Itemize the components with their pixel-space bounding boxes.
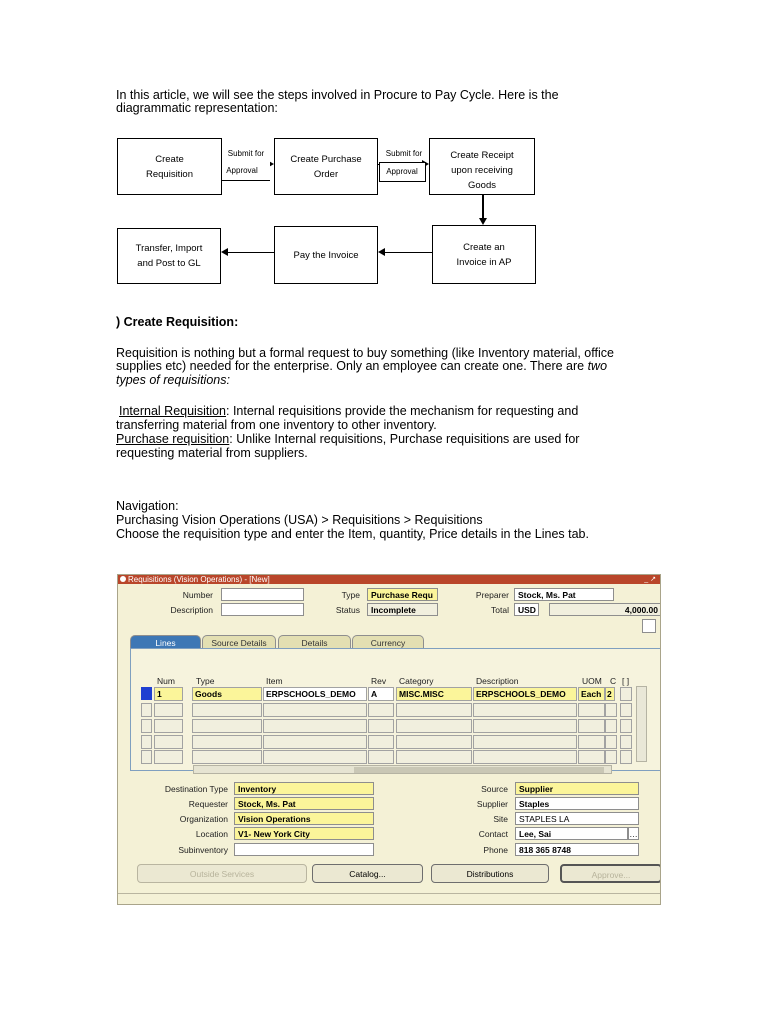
subinventory-field[interactable] <box>234 843 374 856</box>
col-uom: UOM <box>582 676 602 686</box>
row5-category[interactable] <box>396 750 472 764</box>
phone-label: Phone <box>483 845 508 855</box>
nav-path: Purchasing Vision Operations (USA) > Requisitions > Requisitions <box>116 513 483 527</box>
diagram-box-create-po <box>274 138 378 195</box>
internal-req-desc: : Internal requisitions provide the mechanism for requesting and <box>226 404 579 418</box>
preparer-label: Preparer <box>475 590 509 600</box>
internal-req-line-1 <box>119 404 578 418</box>
box4-line1: Create an <box>463 241 505 253</box>
box3-line1: Create Receipt <box>450 150 514 161</box>
site-field[interactable]: STAPLES LA <box>515 812 639 825</box>
col-type: Type <box>196 676 215 686</box>
tab-source-details[interactable]: Source Details <box>202 635 276 649</box>
row5-flex[interactable] <box>620 750 632 764</box>
row2-description[interactable] <box>473 703 577 717</box>
location-label: Location <box>195 829 228 839</box>
p1-line-2-text: supplies etc) needed for the enterprise. Only an employee can create one. There are <box>116 359 588 373</box>
row5-num[interactable] <box>154 750 183 764</box>
vertical-scrollbar[interactable] <box>636 686 647 762</box>
row3-type[interactable] <box>192 719 262 733</box>
bottom-separator <box>118 893 660 894</box>
label-b-line2: Approval <box>386 167 418 176</box>
contact-lov-button[interactable]: … <box>629 829 638 839</box>
row2-rev[interactable] <box>368 703 394 717</box>
p1-line-1: Requisition is nothing but a formal request to buy something (like Inventory material, office <box>116 346 614 360</box>
col-c: C <box>610 676 617 686</box>
p1-line-2 <box>116 359 607 373</box>
requester-label: Requester <box>188 799 228 809</box>
type-label: Type <box>341 590 360 600</box>
status-field: Incomplete <box>367 603 438 616</box>
p1-line-2-italic: two <box>587 359 608 373</box>
arrow-5-6 <box>221 248 228 256</box>
row4-flex[interactable] <box>620 735 632 749</box>
box4-line2: Invoice in AP <box>456 256 512 268</box>
box3-line3: Goods <box>468 180 496 191</box>
diagram-box-create-invoice <box>432 225 536 284</box>
label-a-line1: Submit for <box>227 149 265 158</box>
row4-selector[interactable] <box>141 735 152 749</box>
supplier-label: Supplier <box>476 799 508 809</box>
form-title-bar <box>118 575 660 584</box>
dest-type-field[interactable]: Inventory <box>234 782 374 795</box>
header-flex-field[interactable] <box>642 619 656 633</box>
type-field[interactable]: Purchase Requ <box>367 588 438 601</box>
diagram-box-create-requisition <box>117 138 222 195</box>
contact-field[interactable]: Lee, Sai <box>515 827 628 840</box>
number-label: Number <box>182 590 213 600</box>
site-label: Site <box>493 814 508 824</box>
box6-line1: Transfer, Import <box>135 243 203 254</box>
row1-item[interactable]: ERPSCHOOLS_DEMO <box>263 687 367 701</box>
subinventory-label: Subinventory <box>178 845 228 855</box>
row3-num[interactable] <box>154 719 183 733</box>
catalog-button[interactable]: Catalog... <box>312 864 423 883</box>
label-b-line1: Submit for <box>385 149 423 158</box>
section-heading: ) Create Requisition: <box>116 315 239 329</box>
row4-rev[interactable] <box>368 735 394 749</box>
row2-flex[interactable] <box>620 703 632 717</box>
p1-line-3: types of requisitions: <box>116 373 230 387</box>
row1-uom[interactable]: Each <box>578 687 605 701</box>
row4-item[interactable] <box>263 735 367 749</box>
connector-4-5 <box>385 252 432 253</box>
tab-lines[interactable]: Lines <box>130 635 201 649</box>
box2-line1: Create Purchase <box>290 153 362 165</box>
row2-category[interactable] <box>396 703 472 717</box>
window-controls-icon[interactable]: _ ↗ <box>644 576 656 583</box>
requester-field[interactable]: Stock, Ms. Pat <box>234 797 374 810</box>
internal-req-line-2: transferring material from one inventory to other inventory. <box>116 418 437 432</box>
intro-line-1: In this article, we will see the steps involved in Procure to Pay Cycle. Here is the <box>116 88 559 102</box>
row3-item[interactable] <box>263 719 367 733</box>
label-a-line2: Approval <box>226 166 258 175</box>
col-category: Category <box>399 676 434 686</box>
purchase-req-term: Purchase requisition <box>116 432 230 446</box>
source-field[interactable]: Supplier <box>515 782 639 795</box>
preparer-field[interactable]: Stock, Ms. Pat <box>514 588 614 601</box>
diagram-box-create-receipt <box>429 138 535 195</box>
intro-line-2: diagrammatic representation: <box>116 101 278 115</box>
row1-flex[interactable] <box>620 687 632 701</box>
status-label: Status <box>335 605 360 615</box>
box2-line2: Order <box>313 168 339 180</box>
nav-instruction: Choose the requisition type and enter the Item, quantity, Price details in the Lines tab. <box>116 527 589 541</box>
row1-description[interactable]: ERPSCHOOLS_DEMO <box>473 687 577 701</box>
col-rev: Rev <box>371 676 387 686</box>
organization-label: Organization <box>179 814 228 824</box>
supplier-field[interactable]: Staples <box>515 797 639 810</box>
row2-uom[interactable] <box>578 703 605 717</box>
row5-rev[interactable] <box>368 750 394 764</box>
row3-rev[interactable] <box>368 719 394 733</box>
location-field[interactable]: V1- New York City <box>234 827 374 840</box>
purchase-req-desc: : Unlike Internal requisitions, Purchase requisitions are used for <box>229 432 580 446</box>
form-title: Requisitions (Vision Operations) - [New] <box>128 575 270 584</box>
connector-3-4 <box>482 195 484 218</box>
internal-req-term: Internal Requisition <box>119 404 227 418</box>
row2-selector[interactable] <box>141 703 152 717</box>
distributions-button[interactable]: Distributions <box>431 864 549 883</box>
box1-line1: Create <box>155 153 184 165</box>
row4-qty[interactable] <box>605 735 617 749</box>
row2-qty[interactable] <box>605 703 617 717</box>
row5-description[interactable] <box>473 750 577 764</box>
arrow-3-4 <box>479 218 487 225</box>
row5-qty[interactable] <box>605 750 617 764</box>
row3-description[interactable] <box>473 719 577 733</box>
horizontal-scroll-thumb[interactable] <box>354 767 604 773</box>
row1-qty[interactable]: 2 <box>605 687 615 701</box>
total-label: Total <box>491 605 509 615</box>
row4-description[interactable] <box>473 735 577 749</box>
box6-line2: and Post to GL <box>137 258 201 269</box>
row5-type[interactable] <box>192 750 262 764</box>
row1-rev[interactable]: A <box>368 687 394 701</box>
diagram-box-transfer-gl <box>117 228 221 284</box>
tab-details[interactable]: Details <box>278 635 351 649</box>
diagram-box-pay-invoice <box>274 226 378 284</box>
row5-item[interactable] <box>263 750 367 764</box>
row4-type[interactable] <box>192 735 262 749</box>
row-indicator[interactable] <box>141 687 152 700</box>
horizontal-scrollbar[interactable] <box>193 765 612 774</box>
tab-currency[interactable]: Currency <box>352 635 424 649</box>
source-label: Source <box>481 784 508 794</box>
row5-selector[interactable] <box>141 750 152 764</box>
purchase-req-line-1 <box>116 432 579 446</box>
purchase-req-line-2: requesting material from suppliers. <box>116 446 308 460</box>
row1-type[interactable]: Goods <box>192 687 262 701</box>
dest-type-label: Destination Type <box>164 784 228 794</box>
row4-num[interactable] <box>154 735 183 749</box>
oracle-icon <box>120 576 126 582</box>
row4-category[interactable] <box>396 735 472 749</box>
row2-type[interactable] <box>192 703 262 717</box>
row3-flex[interactable] <box>620 719 632 733</box>
description-label: Description <box>170 605 213 615</box>
phone-field[interactable]: 818 365 8748 <box>515 843 639 856</box>
row1-num[interactable]: 1 <box>154 687 183 701</box>
number-field[interactable] <box>221 588 304 601</box>
row5-uom[interactable] <box>578 750 605 764</box>
organization-field[interactable]: Vision Operations <box>234 812 374 825</box>
total-field: 4,000.00 <box>549 603 661 616</box>
description-field[interactable] <box>221 603 304 616</box>
row3-uom[interactable] <box>578 719 605 733</box>
outside-services-button[interactable]: Outside Services <box>137 864 307 883</box>
currency-field[interactable]: USD <box>514 603 539 616</box>
row3-category[interactable] <box>396 719 472 733</box>
box5-line1: Pay the Invoice <box>293 249 359 261</box>
row2-num[interactable] <box>154 703 183 717</box>
requisitions-form <box>117 574 661 905</box>
row3-qty[interactable] <box>605 719 617 733</box>
arrow-4-5 <box>378 248 385 256</box>
col-num: Num <box>157 676 175 686</box>
box1-line2: Requisition <box>146 168 193 180</box>
row4-uom[interactable] <box>578 735 605 749</box>
col-flex: [ ] <box>622 676 630 686</box>
col-item: Item <box>266 676 283 686</box>
approve-button[interactable]: Approve... <box>560 864 661 883</box>
row1-category[interactable]: MISC.MISC <box>396 687 472 701</box>
box3-line2: upon receiving <box>451 165 513 176</box>
col-description: Description <box>476 676 519 686</box>
contact-label: Contact <box>478 829 508 839</box>
nav-label: Navigation: <box>116 499 179 513</box>
row3-selector[interactable] <box>141 719 152 733</box>
row2-item[interactable] <box>263 703 367 717</box>
connector-5-6 <box>228 252 274 253</box>
